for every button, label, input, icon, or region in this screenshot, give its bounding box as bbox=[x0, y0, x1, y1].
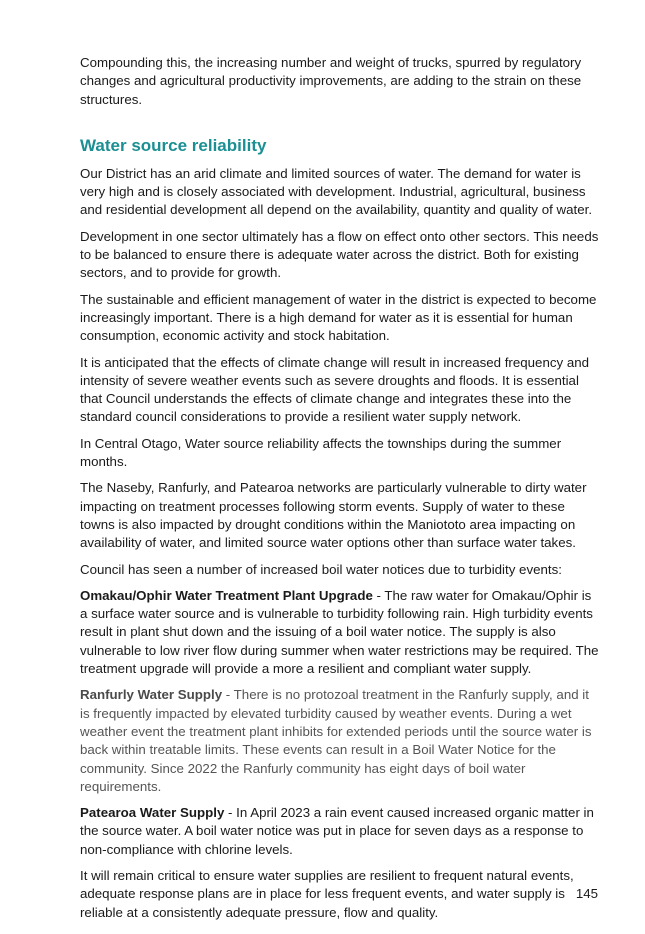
intro-paragraph: Compounding this, the increasing number and weight of trucks, spurred by regulatory changes and agricultural productivity improvements, are adding to the strain on these structures. bbox=[80, 55, 582, 107]
item-title: Patearoa Water Supply bbox=[80, 805, 225, 821]
item-title: Ranfurly Water Supply bbox=[80, 687, 223, 703]
body-paragraph: In Central Otago, Water source reliability affects the townships during the summer months. bbox=[80, 435, 562, 470]
item-title: Omakau/Ophir Water Treatment Plant Upgrade bbox=[80, 587, 373, 603]
item-text: - The raw water for Omakau/Ophir is a surface water source and is vulnerable to turbidity following rain. High turbidity events result in plant shut down and the issuing of a boil water notice. The supply is also vulnerable to low river flow during summer when water restrictions may be required. The treatment upgrade will provide a more a resilient and compliant water supply. bbox=[80, 587, 599, 677]
closing-paragraph: It will remain critical to ensure water supplies are resilient to frequent natural events, adequate response plans are in place for less frequent events, and water supply is reliable at a consistently adequate pressure, flow and quality. bbox=[80, 867, 574, 920]
item-text: - In April 2023 a rain event caused increased organic matter in the source water. A boil water notice was put in place for seven days as a response to non-compliance with chlorine levels. bbox=[80, 805, 594, 857]
body-paragraph: Our District has an arid climate and limited sources of water. The demand for water is very high and is closely associated with development. Industrial, agricultural, business and residential development all depend on the availability, quantity and quality of water. bbox=[80, 165, 593, 218]
section-heading: Water source reliability bbox=[80, 135, 267, 155]
item-ranfurly bbox=[80, 686, 602, 796]
item-patearoa bbox=[80, 804, 602, 859]
page-number: 145 bbox=[575, 886, 598, 901]
body-paragraph: The Naseby, Ranfurly, and Patearoa networks are particularly vulnerable to dirty water impacting on treatment processes following storm events. Supply of water to these towns is also impacted by drought conditions within the Maniototo area impacting on availability of water, and limited source water options other than surface water takes. bbox=[80, 480, 587, 551]
body-paragraph: Council has seen a number of increased boil water notices due to turbidity events: bbox=[80, 561, 562, 577]
item-omakau-ophir bbox=[80, 587, 602, 678]
item-text: - There is no protozoal treatment in the Ranfurly supply, and it is frequently impacted by elevated turbidity caused by weather events. During a wet weather event the treatment plant inhibits for extended periods until the source water is back within treatable limits. These events can result in a Boil Water Notice for the community. Since 2022 the Ranfurly community has eight days of boil water requirements. bbox=[80, 687, 592, 794]
body-paragraph: Development in one sector ultimately has a flow on effect onto other sectors. This needs to be balanced to ensure there is adequate water across the district. Both for existing sectors, and to provide for growth. bbox=[80, 228, 599, 281]
document-page bbox=[80, 54, 602, 930]
body-paragraph: It is anticipated that the effects of climate change will result in increased frequency and intensity of severe weather events such as severe droughts and floods. It is essential that Council understands the effects of climate change and integrates these into the standard council considerations to provide a resilient water supply network. bbox=[80, 354, 590, 425]
body-paragraph: The sustainable and efficient management of water in the district is expected to become increasingly important. There is a high demand for water as it is essential for human consumption, economic activity and stock habitation. bbox=[80, 291, 597, 344]
